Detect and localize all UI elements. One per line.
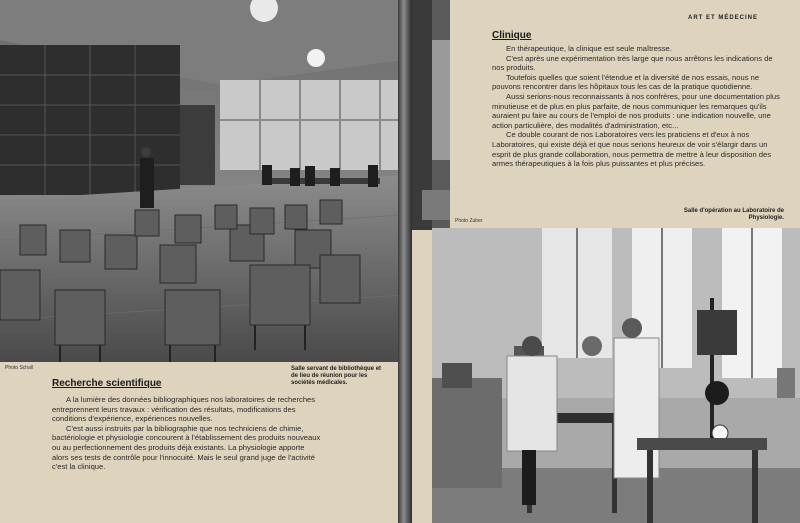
photo-credit-right: Photo Zuber — [455, 218, 483, 224]
recherche-paragraph: A la lumière des données bibliographiques nos laboratoires de recherches entreprennent leurs travaux : vérification des résultats, modifications des conditions d'expérience, expériences nouvelles. — [52, 395, 316, 424]
clinique-text — [492, 44, 784, 169]
photo-credit-left: Photo Schall — [5, 365, 34, 371]
heading-recherche: Recherche scientifique — [52, 378, 162, 389]
library-room-illustration — [0, 0, 404, 362]
lab-edge-illustration — [412, 0, 450, 230]
clinique-paragraph: Ce double courant de nos Laboratoires vers les praticiens et d'eux à nos Laboratoires, qui existe déjà et que nous serions heureux de voir s'élargir dans un esprit de plus grande collaboration, nous permettra de mettre à leur disposition des armes thérapeutiques à la fois plus puissantes et plus précises. — [492, 130, 772, 169]
heading-clinique: Clinique — [492, 30, 532, 41]
header-art-medecine: ART ET MÉDECINE — [688, 15, 759, 21]
page-gutter — [398, 0, 412, 523]
clinique-paragraph: En thérapeutique, la clinique est seule maîtresse. — [506, 44, 672, 53]
caption-library: Salle servant de bibliothèque et de lieu de réunion pour les sociétés médicales. — [291, 366, 382, 386]
library-room-photo — [0, 0, 404, 362]
clinique-paragraph: Aussi serions-nous reconnaissants à nos confrères, pour une documentation plus minutieuse et de plus en plus parfaite, de nous communiquer les remarques qu'ils auraient pu faire au cours de l'emploi de nos produits : une indication nouvelle, une action particulière, des modalités d'administration, etc... — [492, 91, 780, 130]
recherche-text — [52, 395, 322, 472]
clinique-paragraph: Toutefois quelles que soient l'étendue et la diversité de nos essais, nous ne pouvons rencontrer dans les hôpitaux tous les cas de la pratique quotidienne. — [492, 72, 760, 92]
recherche-paragraph: C'est aussi instruits par la bibliographie que nos techniciens de chimie, bactériologie et physiologie concourent à l'établissement des produits nouveaux ou au perfectionnement des produits déjà existants. La physiologie apporte alors ses tests de contrôle pour l'innocuité. Mais le seul grand juge de l'activité c'est la clinique. — [52, 423, 321, 472]
lab-edge-photo — [412, 0, 450, 230]
caption-operating-room: Salle d'opération au Laboratoire de Physiologie. — [683, 208, 784, 221]
physiology-lab-photo — [432, 228, 800, 523]
physiology-lab-illustration — [432, 228, 800, 523]
clinique-paragraph: C'est après une expérimentation très large que nous arrêtons les indications de nos produits. — [492, 53, 773, 73]
